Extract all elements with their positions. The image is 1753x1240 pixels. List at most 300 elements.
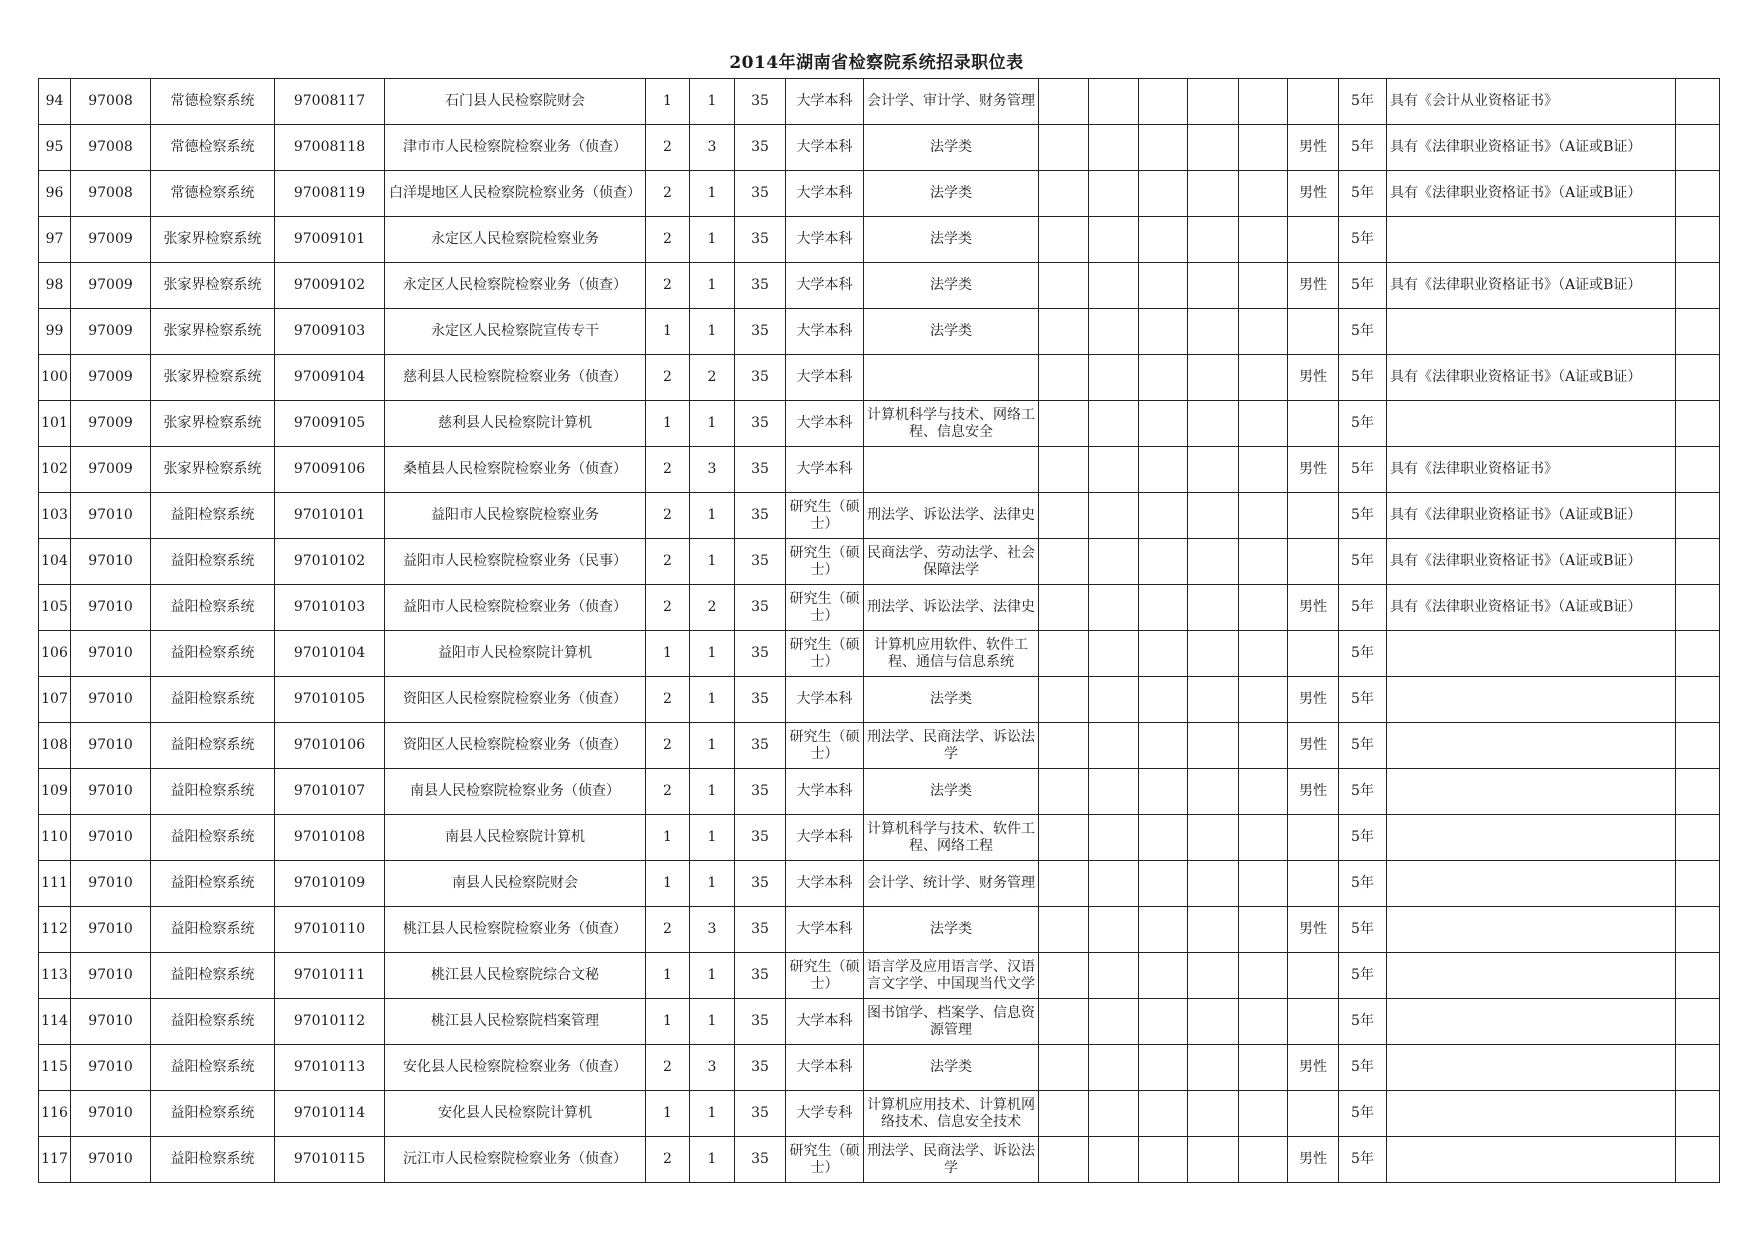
cell-col-c <box>1139 79 1188 125</box>
cell-col-e <box>1239 263 1288 309</box>
cell-recruit-count: 2 <box>646 171 690 217</box>
cell-ratio: 3 <box>690 1045 735 1091</box>
cell-col-e <box>1239 401 1288 447</box>
table-row <box>39 861 1720 907</box>
cell-col-b <box>1089 125 1139 171</box>
cell-position-name: 安化县人民检察院检察业务（侦查） <box>385 1045 646 1091</box>
cell-col-d <box>1188 309 1239 355</box>
cell-col-b <box>1089 953 1139 999</box>
cell-gender <box>1288 309 1339 355</box>
cell-position-name: 南县人民检察院财会 <box>385 861 646 907</box>
cell-education: 大学本科 <box>786 125 864 171</box>
cell-age-limit: 35 <box>735 769 786 815</box>
cell-position-code: 97010113 <box>275 1045 385 1091</box>
cell-certificate: 具有《法律职业资格证书》 <box>1387 447 1676 493</box>
cell-age-limit: 35 <box>735 907 786 953</box>
cell-certificate <box>1387 1137 1676 1183</box>
cell-remarks <box>1676 217 1720 263</box>
cell-education: 大学本科 <box>786 171 864 217</box>
cell-position-code: 97008119 <box>275 171 385 217</box>
cell-col-c <box>1139 585 1188 631</box>
table-row <box>39 539 1720 585</box>
cell-gender: 男性 <box>1288 263 1339 309</box>
cell-col-b <box>1089 217 1139 263</box>
cell-col-a <box>1039 263 1089 309</box>
cell-system-name: 益阳检察系统 <box>151 907 275 953</box>
cell-service-years: 5年 <box>1339 861 1387 907</box>
cell-col-e <box>1239 1045 1288 1091</box>
cell-col-b <box>1089 769 1139 815</box>
cell-major: 计算机科学与技术、网络工程、信息安全 <box>864 401 1039 447</box>
cell-ratio: 1 <box>690 309 735 355</box>
cell-education: 大学本科 <box>786 677 864 723</box>
cell-service-years: 5年 <box>1339 631 1387 677</box>
cell-service-years: 5年 <box>1339 263 1387 309</box>
cell-major: 图书馆学、档案学、信息资源管理 <box>864 999 1039 1045</box>
cell-major: 刑法学、民商法学、诉讼法学 <box>864 723 1039 769</box>
cell-major: 民商法学、劳动法学、社会保障法学 <box>864 539 1039 585</box>
cell-gender: 男性 <box>1288 1045 1339 1091</box>
cell-col-e <box>1239 953 1288 999</box>
cell-gender: 男性 <box>1288 171 1339 217</box>
cell-dept-code: 97008 <box>71 79 151 125</box>
cell-dept-code: 97010 <box>71 1091 151 1137</box>
cell-gender: 男性 <box>1288 1137 1339 1183</box>
cell-age-limit: 35 <box>735 125 786 171</box>
cell-recruit-count: 1 <box>646 79 690 125</box>
cell-major: 计算机应用技术、计算机网络技术、信息安全技术 <box>864 1091 1039 1137</box>
cell-col-c <box>1139 217 1188 263</box>
cell-certificate: 具有《会计从业资格证书》 <box>1387 79 1676 125</box>
cell-age-limit: 35 <box>735 631 786 677</box>
cell-col-c <box>1139 493 1188 539</box>
cell-position-name: 永定区人民检察院宣传专干 <box>385 309 646 355</box>
cell-service-years: 5年 <box>1339 1045 1387 1091</box>
cell-age-limit: 35 <box>735 539 786 585</box>
cell-position-name: 益阳市人民检察院计算机 <box>385 631 646 677</box>
cell-seq-no: 107 <box>39 677 71 723</box>
cell-major: 法学类 <box>864 217 1039 263</box>
cell-remarks <box>1676 355 1720 401</box>
cell-col-e <box>1239 769 1288 815</box>
cell-gender <box>1288 815 1339 861</box>
cell-col-e <box>1239 309 1288 355</box>
cell-gender: 男性 <box>1288 769 1339 815</box>
page-title: 2014年湖南省检察院系统招录职位表 <box>729 53 1024 73</box>
cell-age-limit: 35 <box>735 861 786 907</box>
cell-recruit-count: 1 <box>646 401 690 447</box>
cell-col-d <box>1188 1091 1239 1137</box>
cell-dept-code: 97010 <box>71 953 151 999</box>
cell-age-limit: 35 <box>735 1091 786 1137</box>
cell-col-d <box>1188 125 1239 171</box>
cell-col-b <box>1089 539 1139 585</box>
cell-col-e <box>1239 125 1288 171</box>
cell-col-d <box>1188 539 1239 585</box>
cell-service-years: 5年 <box>1339 769 1387 815</box>
cell-col-e <box>1239 861 1288 907</box>
cell-col-b <box>1089 355 1139 401</box>
table-row <box>39 1045 1720 1091</box>
cell-position-name: 石门县人民检察院财会 <box>385 79 646 125</box>
cell-position-code: 97009101 <box>275 217 385 263</box>
cell-age-limit: 35 <box>735 79 786 125</box>
cell-major: 会计学、审计学、财务管理 <box>864 79 1039 125</box>
cell-age-limit: 35 <box>735 953 786 999</box>
cell-col-a <box>1039 493 1089 539</box>
cell-age-limit: 35 <box>735 723 786 769</box>
cell-system-name: 张家界检察系统 <box>151 447 275 493</box>
cell-col-e <box>1239 585 1288 631</box>
cell-remarks <box>1676 79 1720 125</box>
cell-age-limit: 35 <box>735 585 786 631</box>
cell-remarks <box>1676 953 1720 999</box>
cell-system-name: 张家界检察系统 <box>151 217 275 263</box>
cell-seq-no: 106 <box>39 631 71 677</box>
cell-service-years: 5年 <box>1339 539 1387 585</box>
cell-service-years: 5年 <box>1339 309 1387 355</box>
cell-col-a <box>1039 907 1089 953</box>
cell-service-years: 5年 <box>1339 953 1387 999</box>
cell-position-name: 益阳市人民检察院检察业务（民事） <box>385 539 646 585</box>
cell-position-name: 南县人民检察院检察业务（侦查） <box>385 769 646 815</box>
cell-remarks <box>1676 585 1720 631</box>
cell-service-years: 5年 <box>1339 723 1387 769</box>
table-row <box>39 493 1720 539</box>
cell-col-c <box>1139 953 1188 999</box>
cell-col-d <box>1188 769 1239 815</box>
cell-remarks <box>1676 539 1720 585</box>
cell-recruit-count: 2 <box>646 769 690 815</box>
cell-position-code: 97010103 <box>275 585 385 631</box>
cell-position-name: 南县人民检察院计算机 <box>385 815 646 861</box>
cell-service-years: 5年 <box>1339 171 1387 217</box>
cell-service-years: 5年 <box>1339 401 1387 447</box>
cell-age-limit: 35 <box>735 447 786 493</box>
cell-gender <box>1288 1091 1339 1137</box>
cell-remarks <box>1676 1045 1720 1091</box>
cell-age-limit: 35 <box>735 171 786 217</box>
cell-major: 法学类 <box>864 907 1039 953</box>
cell-col-e <box>1239 171 1288 217</box>
cell-dept-code: 97010 <box>71 1137 151 1183</box>
cell-seq-no: 111 <box>39 861 71 907</box>
cell-education: 大学本科 <box>786 263 864 309</box>
cell-position-name: 桃江县人民检察院档案管理 <box>385 999 646 1045</box>
cell-recruit-count: 1 <box>646 861 690 907</box>
cell-service-years: 5年 <box>1339 217 1387 263</box>
cell-col-b <box>1089 1045 1139 1091</box>
cell-position-name: 益阳市人民检察院检察业务（侦查） <box>385 585 646 631</box>
table-row <box>39 769 1720 815</box>
cell-col-a <box>1039 171 1089 217</box>
cell-position-name: 津市市人民检察院检察业务（侦查） <box>385 125 646 171</box>
table-row <box>39 309 1720 355</box>
cell-dept-code: 97010 <box>71 631 151 677</box>
cell-col-d <box>1188 953 1239 999</box>
cell-col-b <box>1089 263 1139 309</box>
cell-seq-no: 100 <box>39 355 71 401</box>
cell-certificate <box>1387 769 1676 815</box>
cell-position-code: 97009104 <box>275 355 385 401</box>
cell-dept-code: 97010 <box>71 769 151 815</box>
cell-gender: 男性 <box>1288 447 1339 493</box>
cell-col-a <box>1039 217 1089 263</box>
cell-recruit-count: 2 <box>646 1045 690 1091</box>
cell-col-c <box>1139 263 1188 309</box>
cell-education: 大学本科 <box>786 309 864 355</box>
cell-remarks <box>1676 815 1720 861</box>
cell-service-years: 5年 <box>1339 1137 1387 1183</box>
cell-certificate <box>1387 1091 1676 1137</box>
cell-col-a <box>1039 1091 1089 1137</box>
cell-education: 大学本科 <box>786 1045 864 1091</box>
cell-seq-no: 103 <box>39 493 71 539</box>
cell-col-e <box>1239 677 1288 723</box>
cell-col-c <box>1139 401 1188 447</box>
cell-recruit-count: 2 <box>646 585 690 631</box>
cell-position-name: 永定区人民检察院检察业务 <box>385 217 646 263</box>
cell-seq-no: 97 <box>39 217 71 263</box>
cell-certificate <box>1387 631 1676 677</box>
cell-seq-no: 112 <box>39 907 71 953</box>
cell-major <box>864 355 1039 401</box>
cell-system-name: 张家界检察系统 <box>151 263 275 309</box>
cell-position-code: 97009102 <box>275 263 385 309</box>
cell-age-limit: 35 <box>735 355 786 401</box>
cell-seq-no: 116 <box>39 1091 71 1137</box>
cell-certificate <box>1387 217 1676 263</box>
cell-col-c <box>1139 1137 1188 1183</box>
cell-dept-code: 97010 <box>71 815 151 861</box>
cell-col-d <box>1188 585 1239 631</box>
cell-education: 大学本科 <box>786 769 864 815</box>
cell-education: 研究生（硕士） <box>786 953 864 999</box>
cell-dept-code: 97009 <box>71 263 151 309</box>
cell-remarks <box>1676 999 1720 1045</box>
cell-recruit-count: 2 <box>646 125 690 171</box>
cell-certificate: 具有《法律职业资格证书》（A证或B证） <box>1387 493 1676 539</box>
cell-ratio: 2 <box>690 355 735 401</box>
cell-certificate: 具有《法律职业资格证书》（A证或B证） <box>1387 263 1676 309</box>
cell-ratio: 1 <box>690 79 735 125</box>
cell-education: 大学本科 <box>786 861 864 907</box>
cell-dept-code: 97010 <box>71 861 151 907</box>
cell-remarks <box>1676 493 1720 539</box>
cell-certificate <box>1387 999 1676 1045</box>
cell-position-code: 97010110 <box>275 907 385 953</box>
cell-recruit-count: 2 <box>646 263 690 309</box>
cell-ratio: 1 <box>690 815 735 861</box>
cell-seq-no: 110 <box>39 815 71 861</box>
cell-col-a <box>1039 861 1089 907</box>
cell-major: 计算机科学与技术、软件工程、网络工程 <box>864 815 1039 861</box>
cell-col-a <box>1039 1045 1089 1091</box>
cell-system-name: 常德检察系统 <box>151 125 275 171</box>
cell-certificate <box>1387 723 1676 769</box>
table-row <box>39 355 1720 401</box>
cell-seq-no: 95 <box>39 125 71 171</box>
cell-ratio: 1 <box>690 723 735 769</box>
cell-col-d <box>1188 677 1239 723</box>
cell-certificate: 具有《法律职业资格证书》（A证或B证） <box>1387 355 1676 401</box>
cell-col-b <box>1089 79 1139 125</box>
cell-remarks <box>1676 1137 1720 1183</box>
cell-col-b <box>1089 861 1139 907</box>
cell-age-limit: 35 <box>735 999 786 1045</box>
cell-col-d <box>1188 861 1239 907</box>
cell-col-e <box>1239 815 1288 861</box>
positions-table <box>38 78 1720 1183</box>
cell-major: 法学类 <box>864 171 1039 217</box>
cell-service-years: 5年 <box>1339 1091 1387 1137</box>
cell-seq-no: 102 <box>39 447 71 493</box>
cell-dept-code: 97010 <box>71 539 151 585</box>
cell-remarks <box>1676 769 1720 815</box>
table-row <box>39 1091 1720 1137</box>
cell-col-d <box>1188 723 1239 769</box>
cell-gender <box>1288 79 1339 125</box>
cell-col-a <box>1039 539 1089 585</box>
cell-age-limit: 35 <box>735 401 786 447</box>
cell-gender <box>1288 493 1339 539</box>
cell-col-a <box>1039 585 1089 631</box>
cell-system-name: 益阳检察系统 <box>151 1137 275 1183</box>
cell-col-d <box>1188 79 1239 125</box>
cell-col-d <box>1188 263 1239 309</box>
cell-system-name: 益阳检察系统 <box>151 539 275 585</box>
cell-dept-code: 97009 <box>71 309 151 355</box>
cell-position-name: 资阳区人民检察院检察业务（侦查） <box>385 723 646 769</box>
cell-system-name: 益阳检察系统 <box>151 861 275 907</box>
cell-col-b <box>1089 723 1139 769</box>
cell-ratio: 1 <box>690 953 735 999</box>
table-row <box>39 401 1720 447</box>
cell-education: 研究生（硕士） <box>786 723 864 769</box>
cell-seq-no: 99 <box>39 309 71 355</box>
cell-service-years: 5年 <box>1339 79 1387 125</box>
cell-gender <box>1288 631 1339 677</box>
cell-system-name: 益阳检察系统 <box>151 953 275 999</box>
cell-system-name: 张家界检察系统 <box>151 309 275 355</box>
cell-remarks <box>1676 1091 1720 1137</box>
cell-col-c <box>1139 1045 1188 1091</box>
cell-major: 法学类 <box>864 769 1039 815</box>
cell-education: 大学专科 <box>786 1091 864 1137</box>
cell-recruit-count: 1 <box>646 1091 690 1137</box>
cell-major: 法学类 <box>864 1045 1039 1091</box>
cell-col-b <box>1089 907 1139 953</box>
cell-ratio: 1 <box>690 677 735 723</box>
cell-seq-no: 104 <box>39 539 71 585</box>
cell-system-name: 常德检察系统 <box>151 171 275 217</box>
cell-col-c <box>1139 171 1188 217</box>
cell-service-years: 5年 <box>1339 815 1387 861</box>
table-row <box>39 723 1720 769</box>
cell-dept-code: 97008 <box>71 125 151 171</box>
cell-recruit-count: 2 <box>646 217 690 263</box>
cell-ratio: 3 <box>690 447 735 493</box>
cell-col-e <box>1239 1137 1288 1183</box>
cell-col-d <box>1188 907 1239 953</box>
cell-position-code: 97010107 <box>275 769 385 815</box>
cell-certificate <box>1387 1045 1676 1091</box>
cell-age-limit: 35 <box>735 1137 786 1183</box>
cell-age-limit: 35 <box>735 217 786 263</box>
cell-position-name: 资阳区人民检察院检察业务（侦查） <box>385 677 646 723</box>
cell-ratio: 1 <box>690 1091 735 1137</box>
cell-system-name: 常德检察系统 <box>151 79 275 125</box>
cell-dept-code: 97008 <box>71 171 151 217</box>
cell-major: 刑法学、诉讼法学、法律史 <box>864 585 1039 631</box>
cell-col-a <box>1039 999 1089 1045</box>
cell-education: 大学本科 <box>786 815 864 861</box>
cell-system-name: 益阳检察系统 <box>151 1045 275 1091</box>
cell-seq-no: 94 <box>39 79 71 125</box>
cell-col-c <box>1139 723 1188 769</box>
cell-seq-no: 113 <box>39 953 71 999</box>
cell-ratio: 1 <box>690 861 735 907</box>
cell-service-years: 5年 <box>1339 585 1387 631</box>
cell-col-e <box>1239 217 1288 263</box>
cell-col-a <box>1039 79 1089 125</box>
cell-position-name: 沅江市人民检察院检察业务（侦查） <box>385 1137 646 1183</box>
cell-col-a <box>1039 677 1089 723</box>
cell-gender: 男性 <box>1288 585 1339 631</box>
cell-dept-code: 97010 <box>71 999 151 1045</box>
cell-col-d <box>1188 217 1239 263</box>
cell-service-years: 5年 <box>1339 355 1387 401</box>
cell-col-d <box>1188 355 1239 401</box>
cell-system-name: 益阳检察系统 <box>151 493 275 539</box>
cell-recruit-count: 2 <box>646 355 690 401</box>
cell-col-c <box>1139 815 1188 861</box>
cell-education: 大学本科 <box>786 907 864 953</box>
cell-recruit-count: 2 <box>646 1137 690 1183</box>
cell-position-name: 白洋堤地区人民检察院检察业务（侦查） <box>385 171 646 217</box>
cell-col-b <box>1089 1091 1139 1137</box>
cell-service-years: 5年 <box>1339 999 1387 1045</box>
cell-ratio: 1 <box>690 493 735 539</box>
cell-remarks <box>1676 125 1720 171</box>
cell-recruit-count: 1 <box>646 999 690 1045</box>
cell-position-name: 慈利县人民检察院计算机 <box>385 401 646 447</box>
cell-certificate <box>1387 401 1676 447</box>
cell-ratio: 1 <box>690 769 735 815</box>
cell-ratio: 1 <box>690 171 735 217</box>
cell-col-b <box>1089 309 1139 355</box>
cell-remarks <box>1676 171 1720 217</box>
cell-system-name: 张家界检察系统 <box>151 401 275 447</box>
cell-col-d <box>1188 631 1239 677</box>
cell-col-d <box>1188 999 1239 1045</box>
cell-col-e <box>1239 723 1288 769</box>
cell-age-limit: 35 <box>735 677 786 723</box>
cell-position-name: 安化县人民检察院计算机 <box>385 1091 646 1137</box>
cell-seq-no: 101 <box>39 401 71 447</box>
cell-service-years: 5年 <box>1339 447 1387 493</box>
cell-dept-code: 97010 <box>71 1045 151 1091</box>
cell-position-code: 97010105 <box>275 677 385 723</box>
cell-recruit-count: 1 <box>646 631 690 677</box>
cell-seq-no: 108 <box>39 723 71 769</box>
cell-col-b <box>1089 171 1139 217</box>
cell-remarks <box>1676 677 1720 723</box>
cell-remarks <box>1676 861 1720 907</box>
cell-col-b <box>1089 401 1139 447</box>
cell-position-code: 97009105 <box>275 401 385 447</box>
cell-seq-no: 115 <box>39 1045 71 1091</box>
